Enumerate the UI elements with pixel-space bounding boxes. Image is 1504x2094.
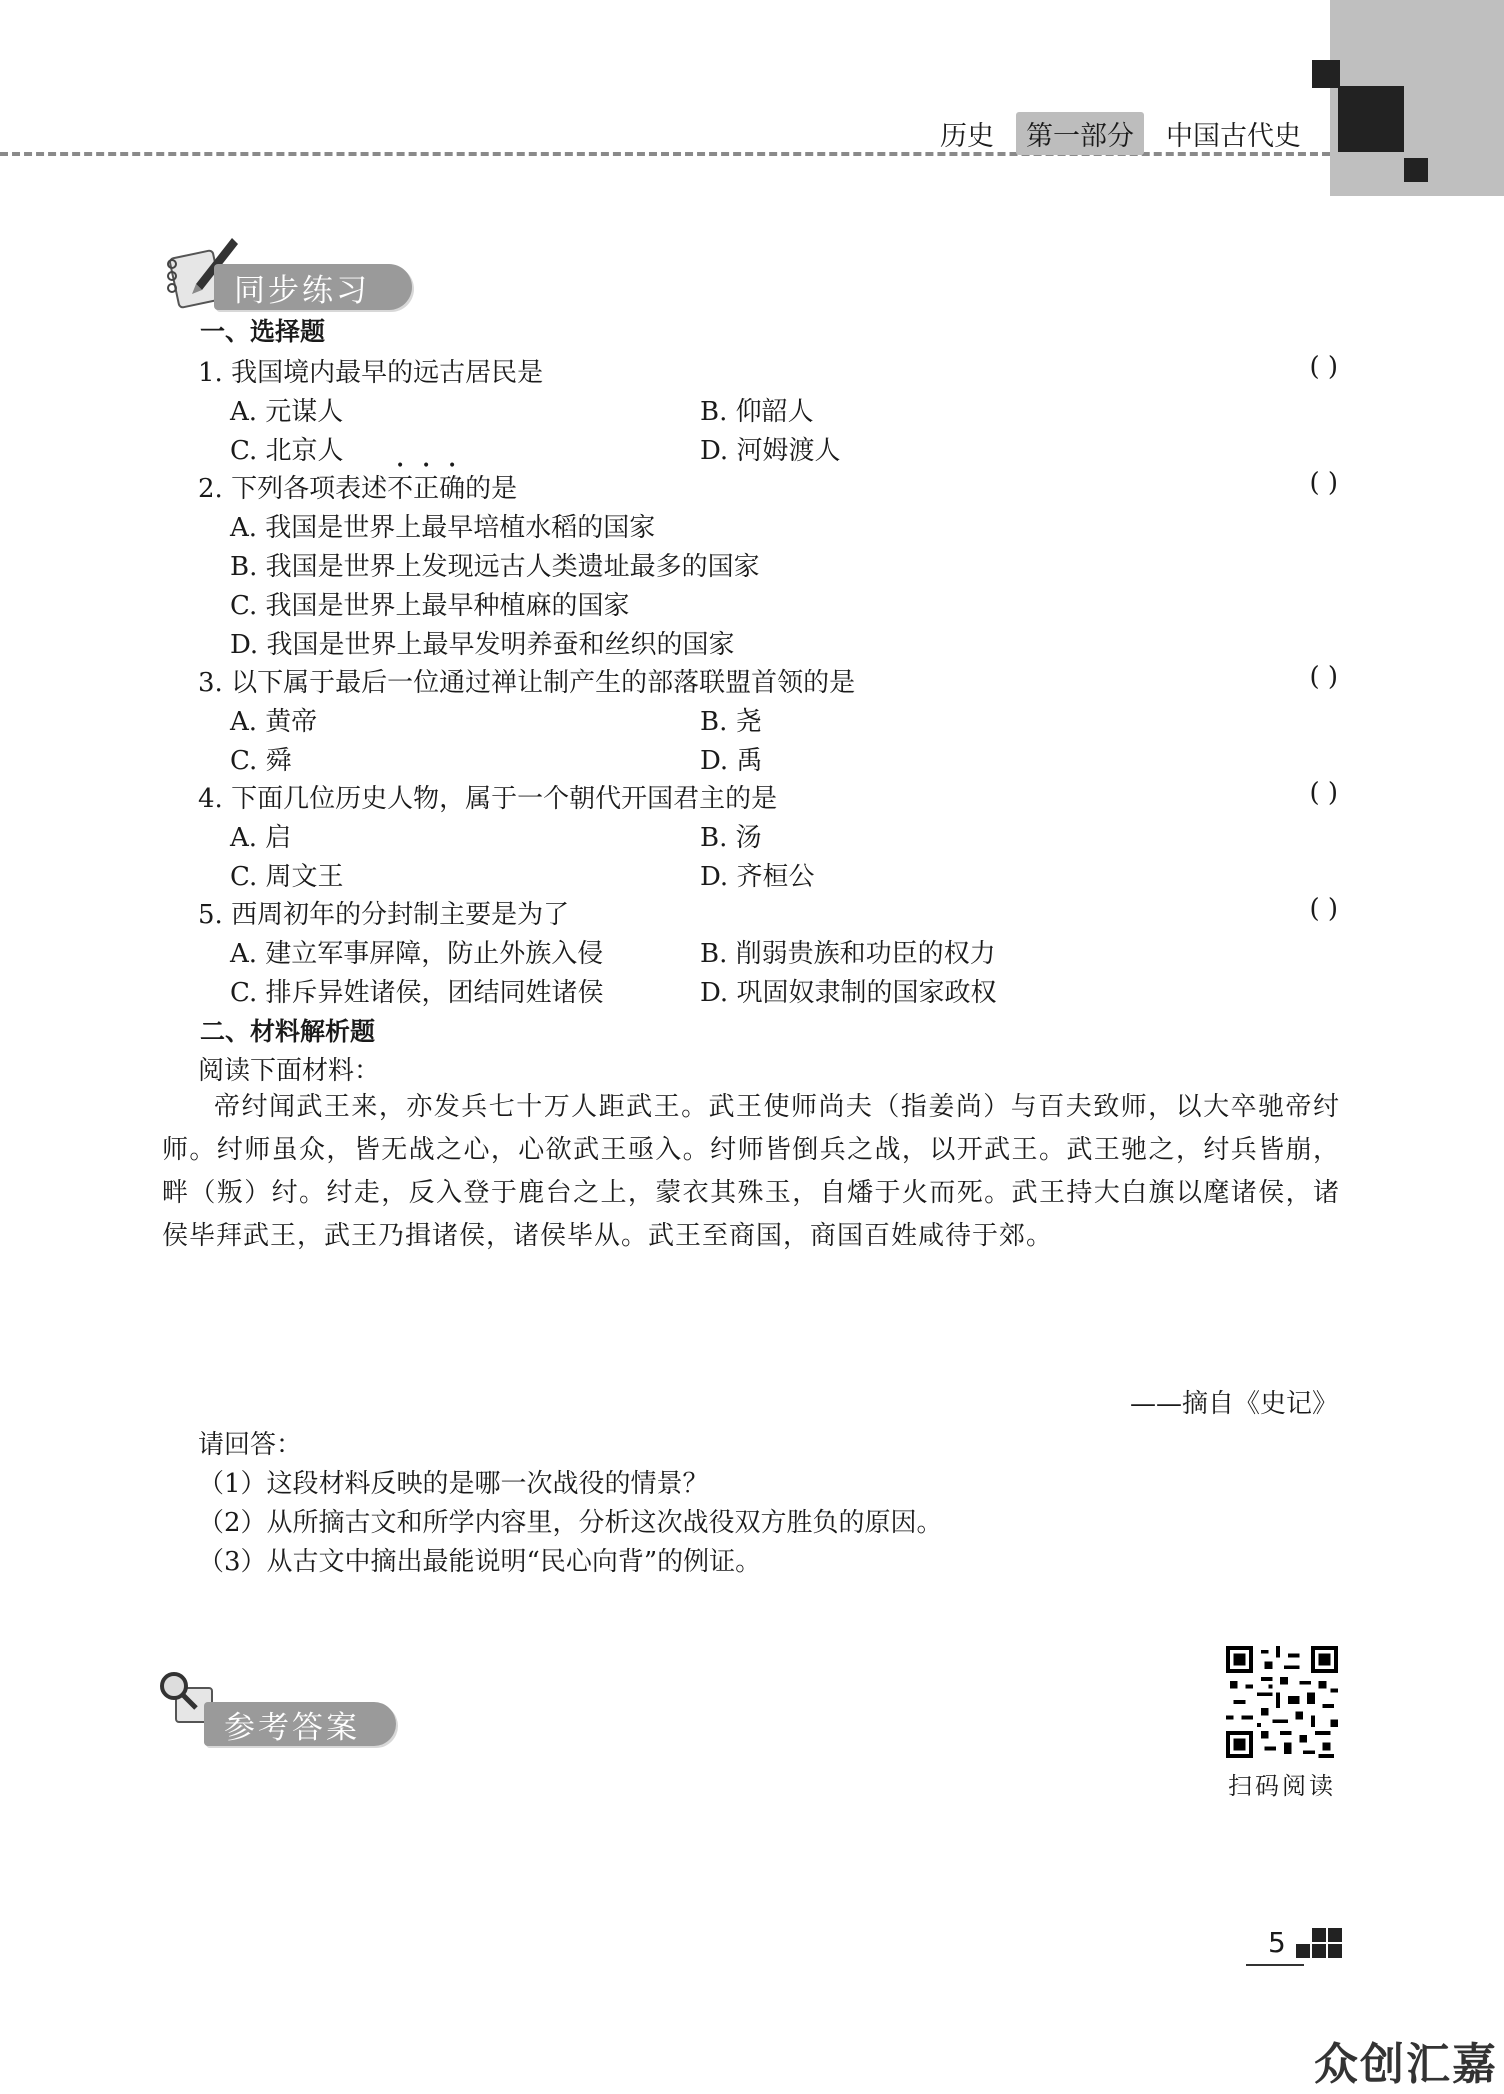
page-number: 5 — [1268, 1926, 1286, 1959]
question-stem — [198, 468, 517, 505]
option: C. 排斥异姓诸侯，团结同姓诸侯 — [230, 978, 604, 1008]
header-deco-square — [1312, 60, 1340, 88]
option: B. 削弱贵族和功臣的权力 — [700, 939, 996, 969]
option: D. 禹 — [700, 746, 763, 776]
option: C. 舜 — [230, 746, 292, 776]
practice-title: 同步练习 — [234, 272, 370, 309]
question-stem: 5. 西周初年的分封制主要是为了 — [198, 900, 570, 930]
option: C. 周文王 — [230, 862, 344, 892]
qr-caption: 扫码阅读 — [1228, 1772, 1336, 1800]
question-stem: 3. 以下属于最后一位通过禅让制产生的部落联盟首领的是 — [198, 668, 856, 698]
option: A. 建立军事屏障，防止外族入侵 — [230, 939, 604, 969]
question-stem: 4. 下面几位历史人物，属于一个朝代开国君主的是 — [198, 784, 778, 814]
answer-blank: ( ) — [1309, 662, 1338, 692]
option: A. 启 — [230, 823, 292, 853]
section1-title: 一、选择题 — [200, 317, 326, 346]
option: B. 我国是世界上发现远古人类遗址最多的国家 — [230, 552, 760, 582]
header-part: 第一部分 — [1016, 112, 1144, 155]
material-intro: 阅读下面材料： — [198, 1056, 381, 1086]
stem-text: 的是 — [465, 474, 518, 504]
sub-question: （2）从所摘古文和所学内容里，分析这次战役双方胜负的原因。 — [198, 1508, 943, 1538]
stem-text: 2. 下列各项表述 — [198, 474, 388, 504]
answer-blank: ( ) — [1309, 468, 1338, 498]
option: C. 我国是世界上最早种植麻的国家 — [230, 591, 630, 621]
option: D. 齐桓公 — [700, 862, 815, 892]
option: B. 汤 — [700, 823, 762, 853]
watermark: 众创汇嘉 — [1314, 2039, 1498, 2090]
answers-banner — [204, 1702, 396, 1746]
footer-deco-square — [1328, 1944, 1342, 1958]
footer-deco-square — [1312, 1944, 1326, 1958]
header-section: 中国古代史 — [1166, 121, 1301, 152]
sub-question: （1）这段材料反映的是哪一次战役的情景？ — [198, 1469, 709, 1499]
header-deco-square — [1404, 158, 1428, 182]
option: D. 巩固奴隶制的国家政权 — [700, 978, 997, 1008]
material-source: ——摘自《史记》 — [1129, 1389, 1338, 1419]
header-deco-square — [1338, 86, 1404, 152]
emphasis-char: 不 — [387, 474, 414, 504]
practice-banner — [214, 264, 412, 310]
running-header — [940, 112, 1301, 155]
material-text: 帝纣闻武王来，亦发兵七十万人距武王。武王使师尚夫（指姜尚）与百夫致师，以大卒驰帝纣师。纣师虽众，皆无战之心，心欲武王亟入。纣师皆倒兵之战，以开武王。武王驰之，纣兵皆崩，畔（叛）纣。纣走，反入登于鹿台之上，蒙衣其殊玉，自燔于火而死。武王持大白旗以麾诸侯，诸侯毕拜武王，武王乃揖诸侯，诸侯毕从。武王至商国，商国百姓咸待于郊。 — [162, 1092, 1340, 1251]
footer-deco-square — [1328, 1928, 1342, 1942]
answer-blank: ( ) — [1309, 894, 1338, 924]
answer-blank: ( ) — [1309, 778, 1338, 808]
header-subject: 历史 — [940, 121, 994, 152]
option: A. 黄帝 — [230, 707, 318, 737]
page-number-rule — [1246, 1964, 1304, 1966]
option: A. 我国是世界上最早培植水稻的国家 — [230, 513, 656, 543]
emphasis-char: 确 — [439, 474, 466, 504]
option: D. 河姆渡人 — [700, 436, 841, 466]
option: B. 尧 — [700, 707, 762, 737]
answer-blank: ( ) — [1309, 352, 1338, 382]
option: D. 我国是世界上最早发明养蚕和丝织的国家 — [230, 630, 735, 660]
sub-question: （3）从古文中摘出最能说明“民心向背”的例证。 — [198, 1547, 762, 1577]
emphasis-char: 正 — [413, 474, 440, 504]
option: B. 仰韶人 — [700, 397, 814, 427]
option: C. 北京人 — [230, 436, 344, 466]
qr-code-icon[interactable] — [1226, 1646, 1338, 1758]
option: A. 元谋人 — [230, 397, 344, 427]
footer-deco-square — [1296, 1944, 1310, 1958]
question-stem: 1. 我国境内最早的远古居民是 — [198, 358, 544, 388]
footer-deco-square — [1312, 1928, 1326, 1942]
answer-prompt: 请回答： — [198, 1430, 303, 1460]
section2-title: 二、材料解析题 — [200, 1017, 376, 1046]
answers-title: 参考答案 — [224, 1709, 360, 1746]
